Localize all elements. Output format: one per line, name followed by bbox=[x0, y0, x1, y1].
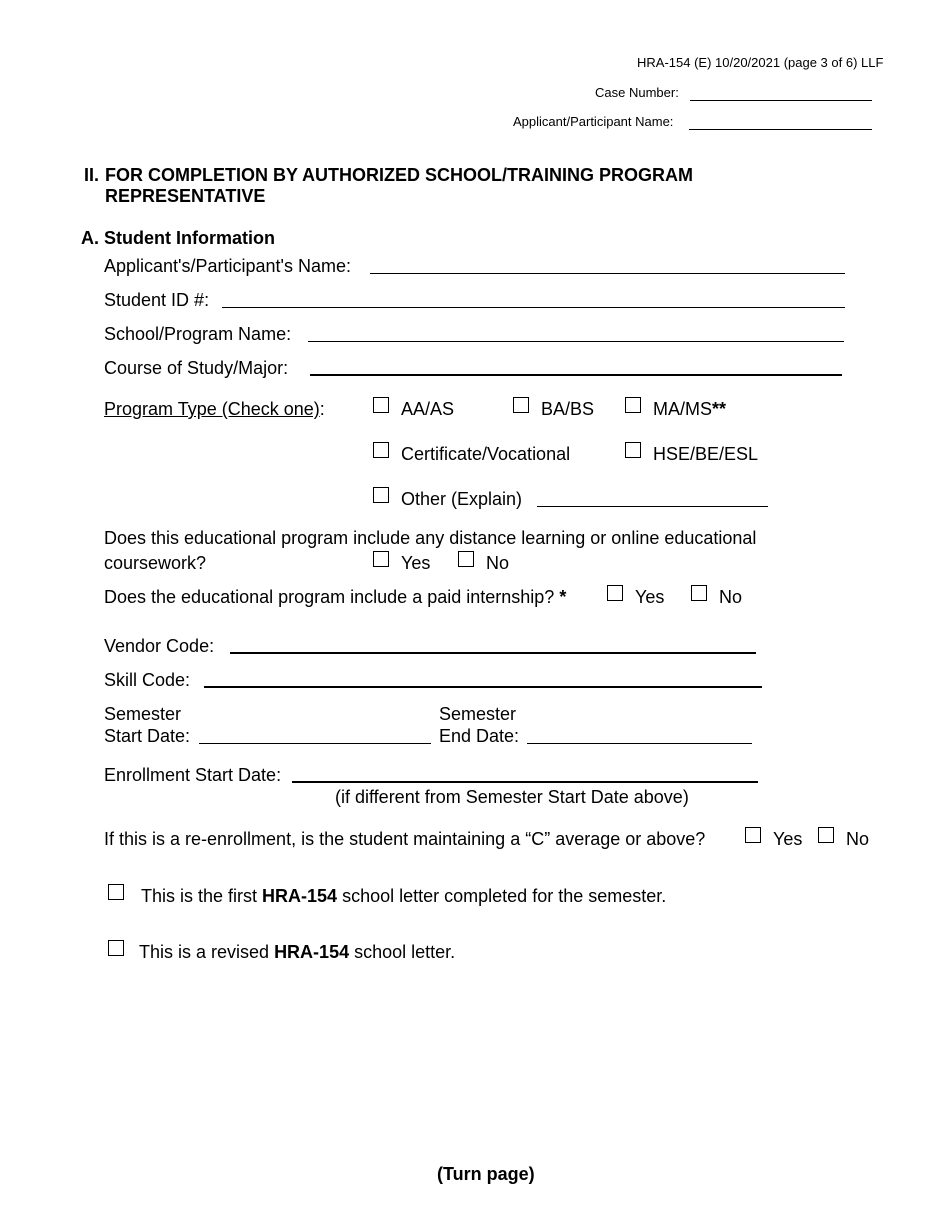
distance-yes-label: Yes bbox=[401, 553, 431, 573]
other-explain-field[interactable] bbox=[537, 506, 768, 507]
form-id: HRA-154 (E) 10/20/2021 (page 3 of 6) LLF bbox=[637, 55, 884, 70]
subsection-letter: A. bbox=[81, 228, 99, 248]
distance-question-line1: Does this educational program include any distance learning or online educational bbox=[104, 528, 757, 548]
start-date-label: Start Date: bbox=[104, 726, 191, 746]
other-checkbox[interactable] bbox=[373, 487, 389, 503]
first-letter-checkbox[interactable] bbox=[108, 884, 124, 900]
reenroll-no-label: No bbox=[846, 829, 870, 849]
aa-as-label: AA/AS bbox=[401, 399, 455, 419]
header-applicant-name-label: Applicant/Participant Name: bbox=[513, 114, 674, 129]
turn-page: (Turn page) bbox=[437, 1164, 535, 1184]
other-label: Other (Explain) bbox=[401, 489, 523, 509]
distance-no-label: No bbox=[486, 553, 510, 573]
skill-code-label: Skill Code: bbox=[104, 670, 191, 690]
reenroll-yes-label: Yes bbox=[773, 829, 803, 849]
aa-as-checkbox[interactable] bbox=[373, 397, 389, 413]
header-applicant-name-field[interactable] bbox=[689, 129, 872, 130]
internship-yes-label: Yes bbox=[635, 587, 665, 607]
semester-end-date-field[interactable] bbox=[527, 743, 752, 744]
hse-label: HSE/BE/ESL bbox=[653, 444, 759, 464]
student-id-label: Student ID #: bbox=[104, 290, 210, 310]
revised-letter-statement: This is a revised HRA-154 school letter. bbox=[139, 942, 456, 962]
internship-no-label: No bbox=[719, 587, 743, 607]
vendor-code-field[interactable] bbox=[230, 652, 756, 654]
school-program-field[interactable] bbox=[308, 341, 844, 342]
student-id-field[interactable] bbox=[222, 307, 845, 308]
internship-yes-checkbox[interactable] bbox=[607, 585, 623, 601]
ma-ms-label: MA/MS** bbox=[653, 399, 727, 419]
semester-start-date-field[interactable] bbox=[199, 743, 431, 744]
semester-end-label-top: Semester bbox=[439, 704, 517, 724]
course-label: Course of Study/Major: bbox=[104, 358, 289, 378]
ba-bs-label: BA/BS bbox=[541, 399, 595, 419]
ma-ms-checkbox[interactable] bbox=[625, 397, 641, 413]
vendor-code-label: Vendor Code: bbox=[104, 636, 215, 656]
distance-yes-checkbox[interactable] bbox=[373, 551, 389, 567]
course-field[interactable] bbox=[310, 374, 842, 376]
enrollment-start-field[interactable] bbox=[292, 781, 758, 783]
reenroll-no-checkbox[interactable] bbox=[818, 827, 834, 843]
revised-letter-checkbox[interactable] bbox=[108, 940, 124, 956]
internship-question: Does the educational program include a paid internship? * bbox=[104, 587, 567, 607]
applicant-name-field[interactable] bbox=[370, 273, 845, 274]
distance-question-line2: coursework? bbox=[104, 553, 207, 573]
first-letter-statement: This is the first HRA-154 school letter completed for the semester. bbox=[141, 886, 667, 906]
case-number-label: Case Number: bbox=[595, 85, 679, 100]
reenroll-question: If this is a re-enrollment, is the student maintaining a “C” average or above? bbox=[104, 829, 706, 849]
certificate-label: Certificate/Vocational bbox=[401, 444, 571, 464]
section-title-line2: REPRESENTATIVE bbox=[105, 186, 266, 206]
hse-checkbox[interactable] bbox=[625, 442, 641, 458]
school-program-label: School/Program Name: bbox=[104, 324, 292, 344]
program-type-label: Program Type (Check one): bbox=[104, 399, 325, 419]
certificate-checkbox[interactable] bbox=[373, 442, 389, 458]
distance-no-checkbox[interactable] bbox=[458, 551, 474, 567]
end-date-label: End Date: bbox=[439, 726, 520, 746]
applicant-name-label: Applicant's/Participant's Name: bbox=[104, 256, 351, 276]
internship-no-checkbox[interactable] bbox=[691, 585, 707, 601]
semester-start-label-top: Semester bbox=[104, 704, 182, 724]
enrollment-start-label: Enrollment Start Date: bbox=[104, 765, 282, 785]
enrollment-note: (if different from Semester Start Date above) bbox=[335, 787, 689, 807]
subsection-title: Student Information bbox=[104, 228, 275, 248]
case-number-field[interactable] bbox=[690, 100, 872, 101]
section-number: II. bbox=[84, 165, 100, 185]
reenroll-yes-checkbox[interactable] bbox=[745, 827, 761, 843]
skill-code-field[interactable] bbox=[204, 686, 762, 688]
ba-bs-checkbox[interactable] bbox=[513, 397, 529, 413]
section-title-line1: FOR COMPLETION BY AUTHORIZED SCHOOL/TRAINING PROGRAM bbox=[105, 165, 693, 185]
